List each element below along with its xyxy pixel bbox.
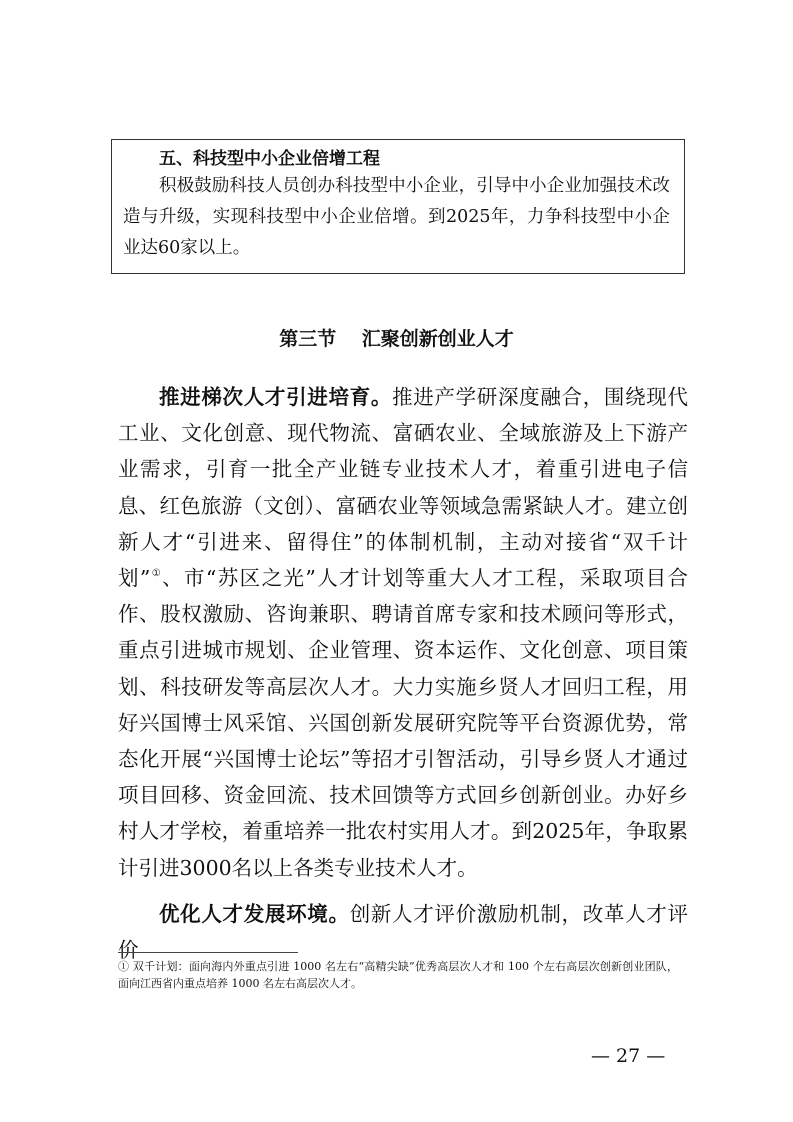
page-number: — 27 — <box>591 1045 666 1067</box>
box-title: 五、科技型中小企业倍增工程 <box>159 149 380 169</box>
box-text: 积极鼓励科技人员创办科技型中小企业，引导中小企业加强技术改造与升级，实现科技型中小企业倍增。到2025年，力争科技型中小企业达60家以上。 <box>123 176 670 258</box>
footnote-marker: ① <box>150 568 163 580</box>
footnote: ① 双千计划：面向海内外重点引进 1000 名左右“高精尖缺”优秀高层次人才和 100 个左右高层次创新创业团队，面向江西省内重点培养 1000 名左右高层次人才。 <box>118 960 678 990</box>
paragraph-text: 创新人才评价激励机制，改革人才评价 <box>118 902 688 963</box>
highlight-box <box>111 139 685 274</box>
paragraph-lead: 推进梯次人才引进培育。 <box>159 385 393 409</box>
paragraph-text: 、市“苏区之光”人才计划等重大人才工程，采取项目合作、股权激励、咨询兼职、聘请首席专家和技术顾问等形式，重点引进城市规划、企业管理、资本运作、文化创意、项目策划、科技研发等高层次人才。大力实施乡贤人才回归工程，用好兴国博士风采馆、兴国创新发展研究院等平台资源优势，常态化开展“兴国博士论坛”等招才引智活动，引导乡贤人才通过项目回移、资金回流、技术回馈等方式回乡创新创业。办好乡村人才学校，着重培养一批农村实用人才。到2025年，争取累计引进3000名以上各类专业技术人才。 <box>118 566 688 880</box>
footnote-divider <box>118 952 298 953</box>
section-heading: 第三节 汇聚创新创业人才 <box>279 328 514 350</box>
paragraph-text: 推进产学研深度融合，围绕现代工业、文化创意、现代物流、富硒农业、全域旅游及上下游产业需求，引育一批全产业链专业技术人才，着重引进电子信息、红色旅游（文创）、富硒农业等领域急需紧缺人才。建立创新人才“引进来、留得住”的体制机制，主动对接省“双千计划” <box>118 385 688 591</box>
paragraph-talent-introduction <box>118 379 688 886</box>
paragraph-lead: 优化人才发展环境。 <box>159 902 350 926</box>
